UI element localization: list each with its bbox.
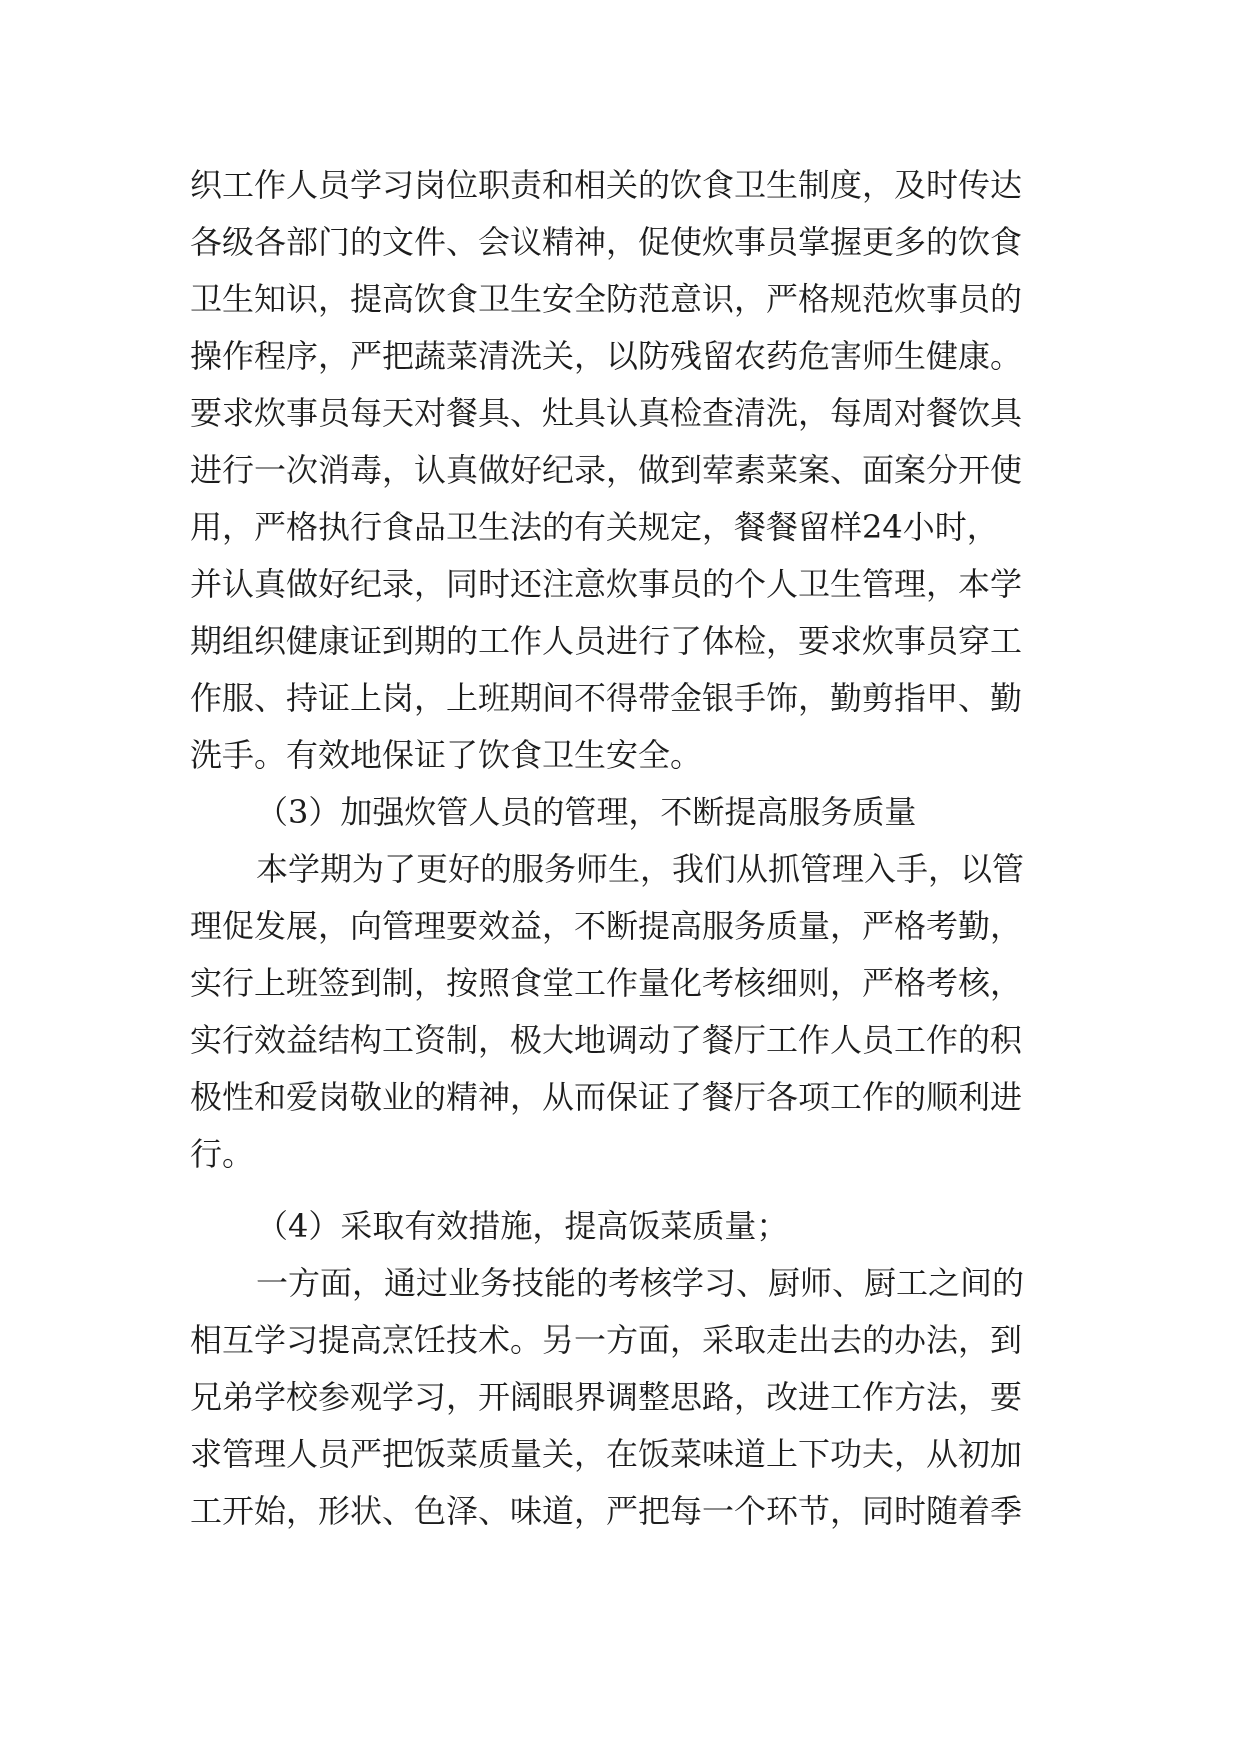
section-heading: （4）采取有效措施，提高饭菜质量；: [256, 1207, 789, 1245]
text-line: 相互学习提高烹饪技术。另一方面，采取走出去的办法，到: [190, 1321, 1023, 1359]
text-line: 工开始，形状、色泽、味道，严把每一个环节，同时随着季: [190, 1492, 1023, 1530]
section-heading: （3）加强炊管人员的管理，不断提高服务质量: [256, 793, 917, 831]
text-line: 洗手。有效地保证了饮食卫生安全。: [190, 736, 703, 774]
text-line: 期组织健康证到期的工作人员进行了体检，要求炊事员穿工: [190, 622, 1023, 660]
text-line: 作服、持证上岗，上班期间不得带金银手饰，勤剪指甲、勤: [190, 679, 1023, 717]
text-line: 用，严格执行食品卫生法的有关规定，餐餐留样24小时，: [190, 508, 999, 546]
text-line: 行。: [190, 1135, 255, 1173]
text-line: 理促发展，向管理要效益，不断提高服务质量，严格考勤，: [190, 907, 1023, 945]
text-line: 织工作人员学习岗位职责和相关的饮食卫生制度，及时传达: [190, 166, 1023, 204]
text-line: 实行效益结构工资制，极大地调动了餐厅工作人员工作的积: [190, 1021, 1023, 1059]
text-line: 卫生知识，提高饮食卫生安全防范意识，严格规范炊事员的: [190, 280, 1023, 318]
text-line: 并认真做好纪录，同时还注意炊事员的个人卫生管理，本学: [190, 565, 1023, 603]
text-line: 极性和爱岗敬业的精神，从而保证了餐厅各项工作的顺利进: [190, 1078, 1023, 1116]
text-line: 操作程序，严把蔬菜清洗关，以防残留农药危害师生健康。: [190, 337, 1023, 375]
text-line: 进行一次消毒，认真做好纪录，做到荤素菜案、面案分开使: [190, 451, 1023, 489]
text-line: 兄弟学校参观学习，开阔眼界调整思路，改进工作方法，要: [190, 1378, 1023, 1416]
text-line: 求管理人员严把饭菜质量关，在饭菜味道上下功夫，从初加: [190, 1435, 1023, 1473]
text-line: 一方面，通过业务技能的考核学习、厨师、厨工之间的: [256, 1264, 1025, 1302]
text-line: 本学期为了更好的服务师生，我们从抓管理入手，以管: [256, 850, 1025, 888]
text-line: 实行上班签到制，按照食堂工作量化考核细则，严格考核，: [190, 964, 1023, 1002]
text-line: 各级各部门的文件、会议精神，促使炊事员掌握更多的饮食: [190, 223, 1023, 261]
text-line: 要求炊事员每天对餐具、灶具认真检查清洗，每周对餐饮具: [190, 394, 1023, 432]
